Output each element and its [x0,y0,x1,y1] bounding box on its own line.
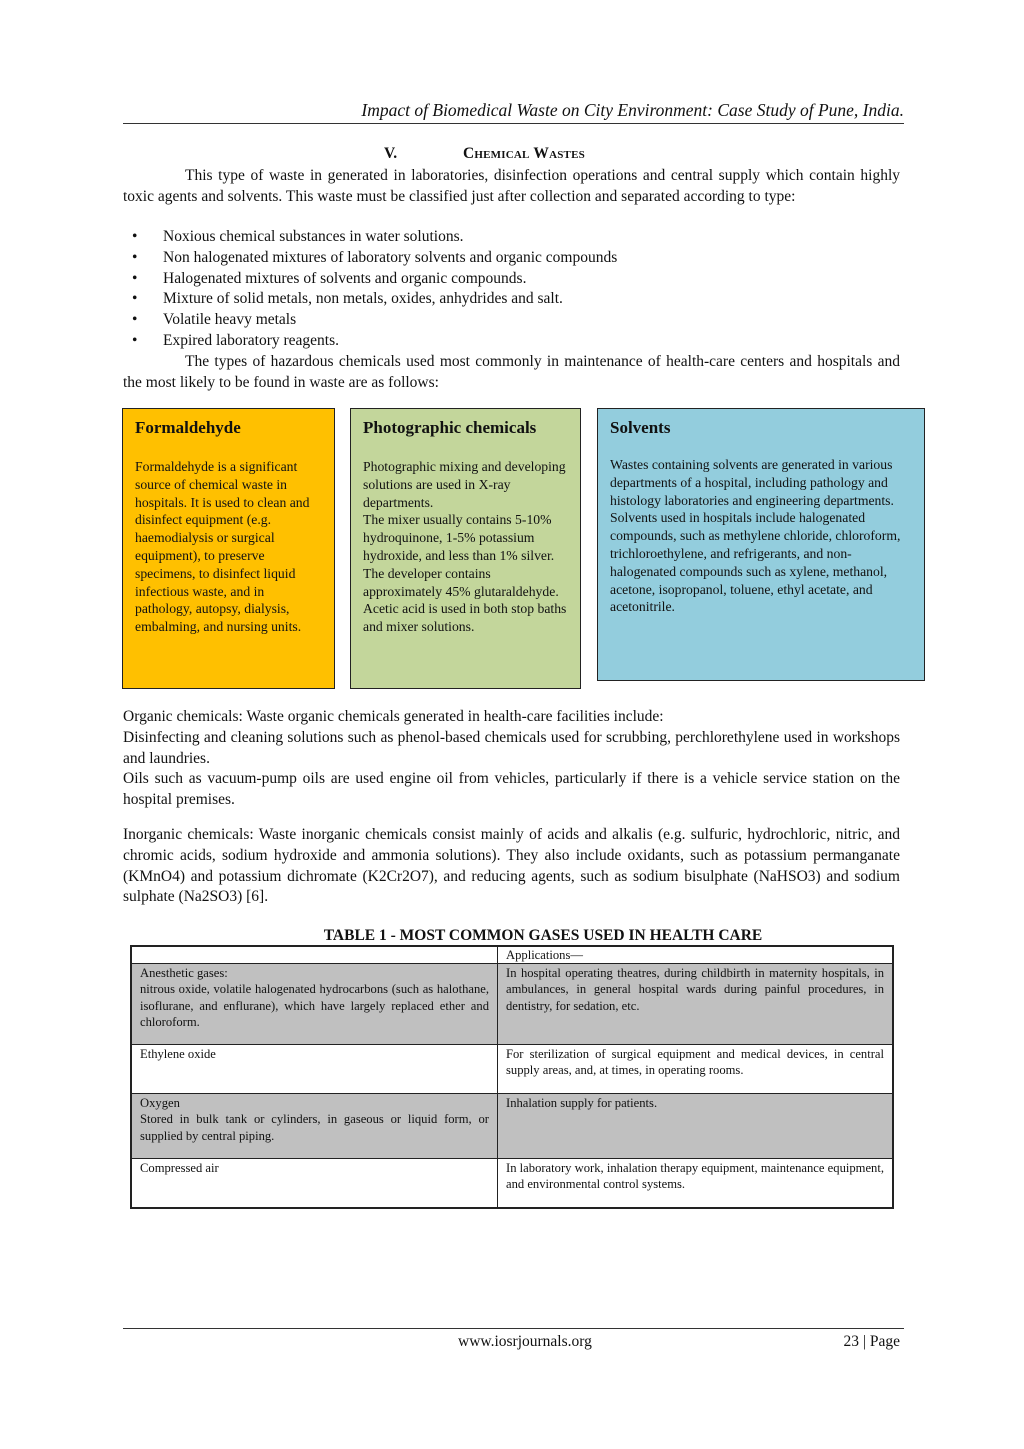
formaldehyde-box [122,408,335,689]
table-header-row [131,946,893,964]
box-body: Formaldehyde is a significant source of chemical waste in hospitals. It is used to clean and disinfect equipment (e.g. haemodialysis or surgical equipment), to preserve specimens, to disinfect liquid infectious waste, and in pathology, autopsy, dialysis, embalming, and nursing units. [135,459,310,635]
bullet-icon: • [132,290,138,308]
footer-rule [123,1328,904,1329]
list-item: • Non halogenated mixtures of laboratory solvents and organic compounds [123,248,900,269]
table-cell-gas: Ethylene oxide [131,1045,498,1094]
box-body [363,458,568,636]
list-item: • Noxious chemical substances in water solutions. [123,227,900,248]
list-item: • Expired laboratory reagents. [123,331,900,352]
bullet-icon: • [132,248,138,266]
table-row [131,964,893,1045]
box-body: Wastes containing solvents are generated in various departments of a hospital, including pathology and histology laboratories and engineering departments. Solvents used in hospitals include halogenated compounds, such as methylene chloride, chloroform, trichloroethylene, and refrigerants, and non-halogenated compounds such as xylene, methanol, acetone, isopropanol, toluene, ethyl acetate, and acetonitrile. [610,457,901,615]
organic-paragraph: Disinfecting and cleaning solutions such as phenol-based chemicals used for scrubbing, perchlorethylene used in workshops and laundries. [123,728,900,767]
running-head: Impact of Biomedical Waste on City Environment: Case Study of Pune, India. [361,100,904,120]
bullet-icon: • [132,228,138,245]
table-row [131,1045,893,1094]
table-cell-application: Inhalation supply for patients. [498,1094,894,1159]
bullet-icon: • [132,331,138,349]
footer-url: www.iosrjournals.org [458,1333,592,1350]
bullet-icon: • [132,311,138,329]
table-cell-application: In laboratory work, inhalation therapy equipment, maintenance equipment, and environmental control systems. [498,1159,894,1208]
table-cell-application: In hospital operating theatres, during childbirth in maternity hospitals, in ambulances, in general hospital wards during painful procedures, in dentistry, for sedation, etc. [498,964,894,1045]
table-cell-gas: Anesthetic gases: nitrous oxide, volatile halogenated hydrocarbons (such as halothane, isoflurane, and enflurane), which have largely replaced ether and chloroform. [131,964,498,1045]
table-row [131,1094,893,1159]
table-header-cell [131,946,498,964]
footer-page-number: 23 | Page [843,1333,900,1350]
solvents-box [597,408,925,681]
table-header-cell: Applications— [498,946,894,964]
organic-paragraph: Organic chemicals: Waste organic chemicals generated in health-care facilities include: [123,708,664,725]
box-title: Formaldehyde [135,418,241,437]
section-number: V. [384,145,398,162]
list-item: • Mixture of solid metals, non metals, oxides, anhydrides and salt. [123,289,900,310]
bullet-icon: • [132,269,138,287]
box-title: Solvents [610,418,671,437]
box-title: Photographic chemicals [363,418,537,437]
inorganic-chemicals-paragraph: Inorganic chemicals: Waste inorganic chemicals consist mainly of acids and alkalis (e.g. sulfuric, hydrochloric, nitric, and chromic acids, sodium hydroxide and ammonia solutions). They also include oxidants, such as potassium permanganate (KMnO4) and potassium dichromate (K2Cr2O7), and reducing agents, such as sodium bisulphate (NaHSO3) and sodium sulphate (Na2SO3) [6]. [123,826,900,906]
list-item: • Halogenated mixtures of solvents and organic compounds. [123,269,900,290]
box-body-line: The mixer usually contains 5-10% hydroquinone, 1-5% potassium hydroxide, and less than 1% silver. The developer contains approximately 45% glutaraldehyde. Acetic acid is used in both stop baths and mixer solutions. [363,512,567,635]
table-caption: TABLE 1 - MOST COMMON GASES USED IN HEALTH CARE [323,927,763,944]
list-item: • Volatile heavy metals [123,310,900,331]
photographic-chemicals-box [350,408,581,689]
intro-paragraph: This type of waste in generated in laboratories, disinfection operations and central supply which contain highly toxic agents and solvents. This waste must be classified just after collection and separated according to type: [123,167,900,205]
section-title: Chemical Wastes [463,145,585,162]
table-cell-application: For sterilization of surgical equipment and medical devices, in central supply areas, and, at times, in operating rooms. [498,1045,894,1094]
organic-paragraph: Oils such as vacuum-pump oils are used engine oil from vehicles, particularly if there is a vehicle service station on the hospital premises. [123,770,900,809]
table-row [131,1159,893,1208]
gases-table [130,945,894,1209]
waste-type-list [123,227,900,352]
organic-chemicals-section [123,707,900,811]
header-rule [123,123,904,124]
box-body-line: Photographic mixing and developing solutions are used in X-ray departments. [363,459,566,510]
table-cell-gas: Oxygen Stored in bulk tank or cylinders, in gaseous or liquid form, or supplied by central piping. [131,1094,498,1159]
hazard-intro-paragraph: The types of hazardous chemicals used most commonly in maintenance of health-care centers and hospitals and the most likely to be found in waste are as follows: [123,353,900,391]
table-cell-gas: Compressed air [131,1159,498,1208]
